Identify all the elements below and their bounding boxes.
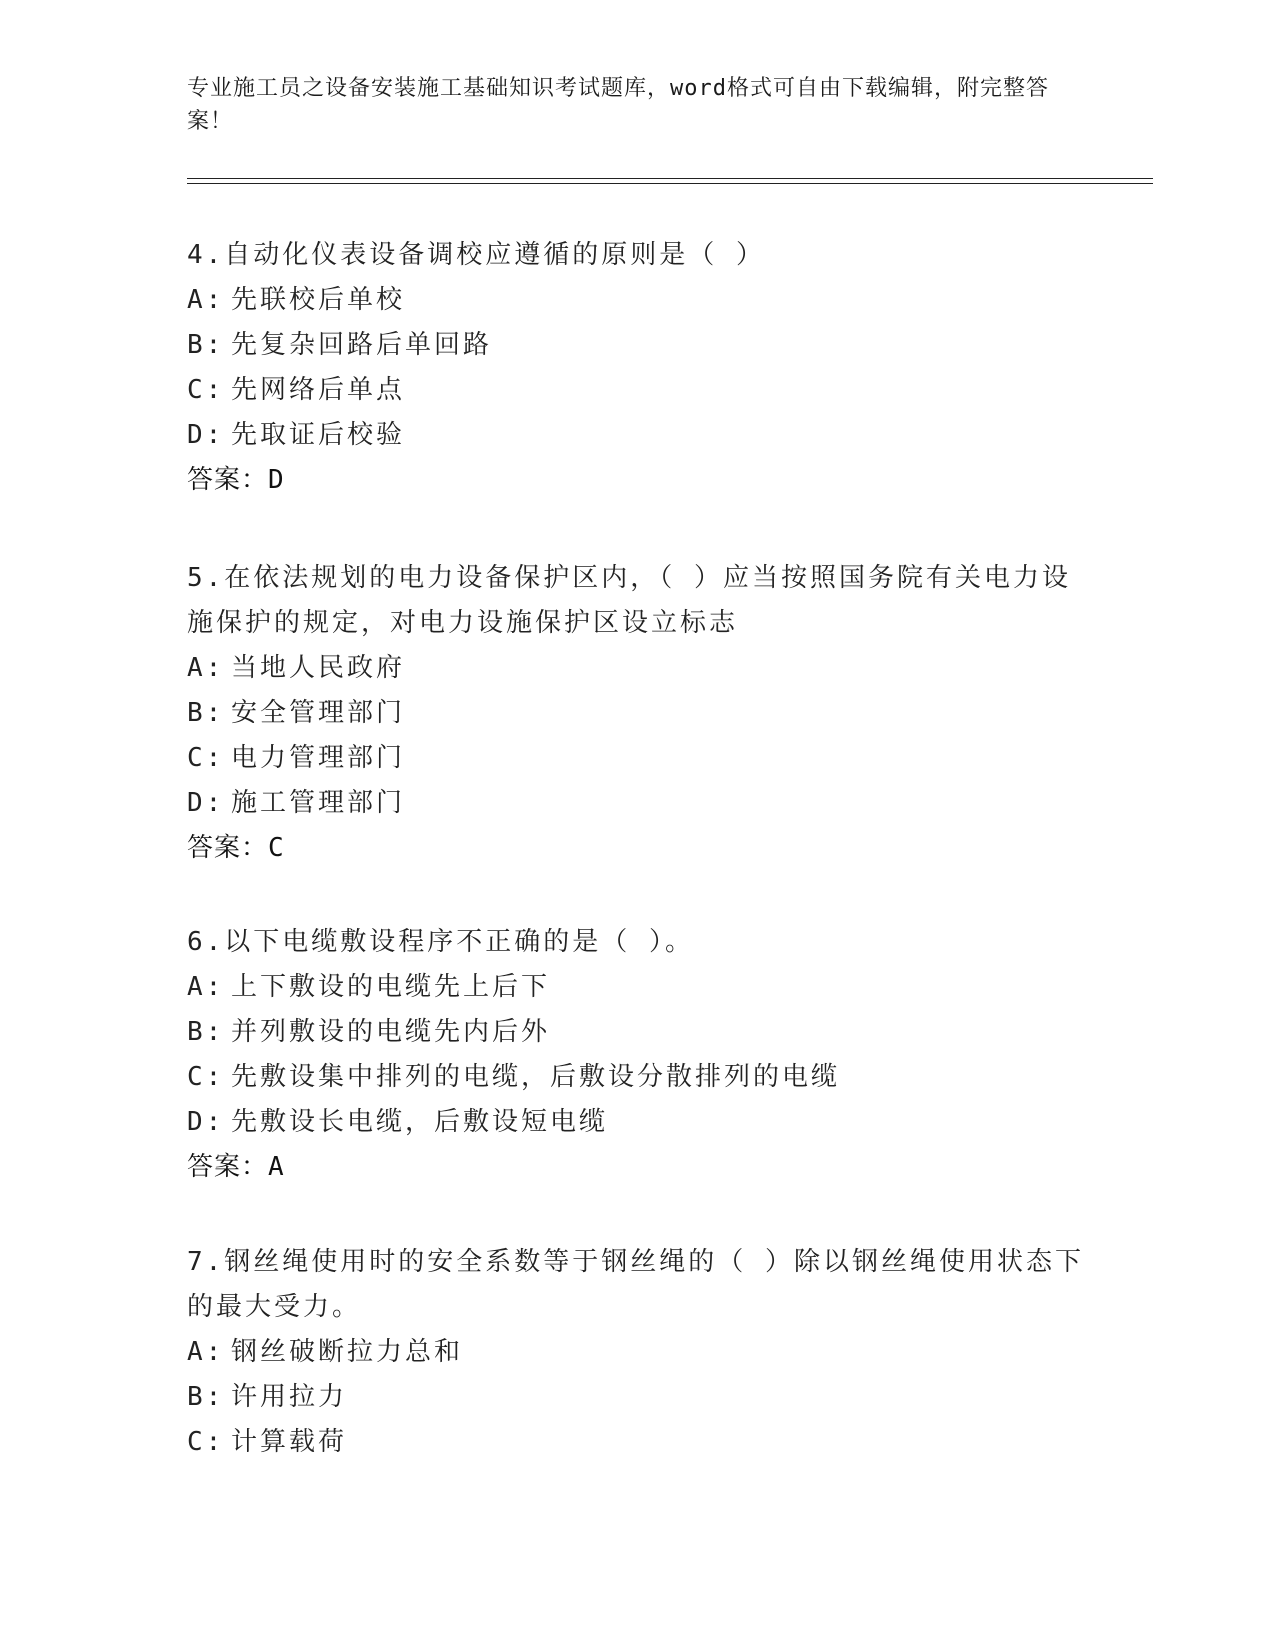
option-text: 并列敷设的电缆先内后外 <box>231 1017 551 1047</box>
option-text: 当地人民政府 <box>231 653 406 683</box>
option-key: C: <box>187 743 225 773</box>
option-text: 先联校后单校 <box>231 285 406 315</box>
option-c <box>187 736 1087 781</box>
option-key: C: <box>187 1062 225 1092</box>
option-text: 计算载荷 <box>231 1427 348 1457</box>
option-key: D: <box>187 788 225 818</box>
answer-value: A <box>268 1152 285 1182</box>
option-text: 上下敷设的电缆先上后下 <box>231 972 551 1002</box>
option-text: 许用拉力 <box>231 1382 348 1412</box>
option-text: 先取证后校验 <box>231 420 406 450</box>
option-c <box>187 1055 1087 1100</box>
option-text: 电力管理部门 <box>231 743 406 773</box>
option-a <box>187 965 1087 1010</box>
option-key: D: <box>187 1107 225 1137</box>
option-key: B: <box>187 1017 225 1047</box>
option-key: A: <box>187 285 225 315</box>
option-c <box>187 368 1087 413</box>
option-b <box>187 323 1087 368</box>
option-b <box>187 691 1087 736</box>
answer-value: C <box>268 833 285 863</box>
question-7 <box>187 1240 1087 1465</box>
answer-line <box>187 458 1087 503</box>
option-key: A: <box>187 653 225 683</box>
answer-line <box>187 1145 1087 1190</box>
option-text: 施工管理部门 <box>231 788 406 818</box>
option-b <box>187 1010 1087 1055</box>
question-6 <box>187 920 1087 1190</box>
question-4 <box>187 233 1087 503</box>
header-divider-top <box>187 178 1153 179</box>
answer-label: 答案： <box>187 1152 269 1182</box>
option-key: A: <box>187 1337 225 1367</box>
header-divider-bottom <box>187 183 1153 184</box>
option-c <box>187 1420 1087 1465</box>
question-stem: 6.以下电缆敷设程序不正确的是（ ）。 <box>187 927 694 957</box>
option-a <box>187 278 1087 323</box>
option-a <box>187 646 1087 691</box>
document-header: 专业施工员之设备安装施工基础知识考试题库，word格式可自由下载编辑，附完整答案！ <box>187 76 1049 134</box>
question-5 <box>187 556 1087 871</box>
option-text: 钢丝破断拉力总和 <box>231 1337 464 1367</box>
question-stem: 4.自动化仪表设备调校应遵循的原则是（ ） <box>187 240 765 270</box>
option-text: 先网络后单点 <box>231 375 406 405</box>
answer-value: D <box>268 465 285 495</box>
option-text: 先敷设集中排列的电缆，后敷设分散排列的电缆 <box>231 1062 841 1092</box>
option-d <box>187 781 1087 826</box>
option-d <box>187 413 1087 458</box>
option-text: 先复杂回路后单回路 <box>231 330 493 360</box>
question-stem: 7.钢丝绳使用时的安全系数等于钢丝绳的（ ）除以钢丝绳使用状态下的最大受力。 <box>187 1247 1084 1322</box>
question-stem: 5.在依法规划的电力设备保护区内，（ ）应当按照国务院有关电力设施保护的规定，对电力设施保护区设立标志 <box>187 563 1071 638</box>
option-key: B: <box>187 1382 225 1412</box>
answer-label: 答案： <box>187 465 269 495</box>
option-key: C: <box>187 1427 225 1457</box>
option-key: B: <box>187 698 225 728</box>
option-key: A: <box>187 972 225 1002</box>
answer-line <box>187 826 1087 871</box>
answer-label: 答案： <box>187 833 269 863</box>
option-text: 先敷设长电缆，后敷设短电缆 <box>231 1107 609 1137</box>
option-key: B: <box>187 330 225 360</box>
option-b <box>187 1375 1087 1420</box>
option-text: 安全管理部门 <box>231 698 406 728</box>
option-d <box>187 1100 1087 1145</box>
option-key: C: <box>187 375 225 405</box>
option-a <box>187 1330 1087 1375</box>
option-key: D: <box>187 420 225 450</box>
